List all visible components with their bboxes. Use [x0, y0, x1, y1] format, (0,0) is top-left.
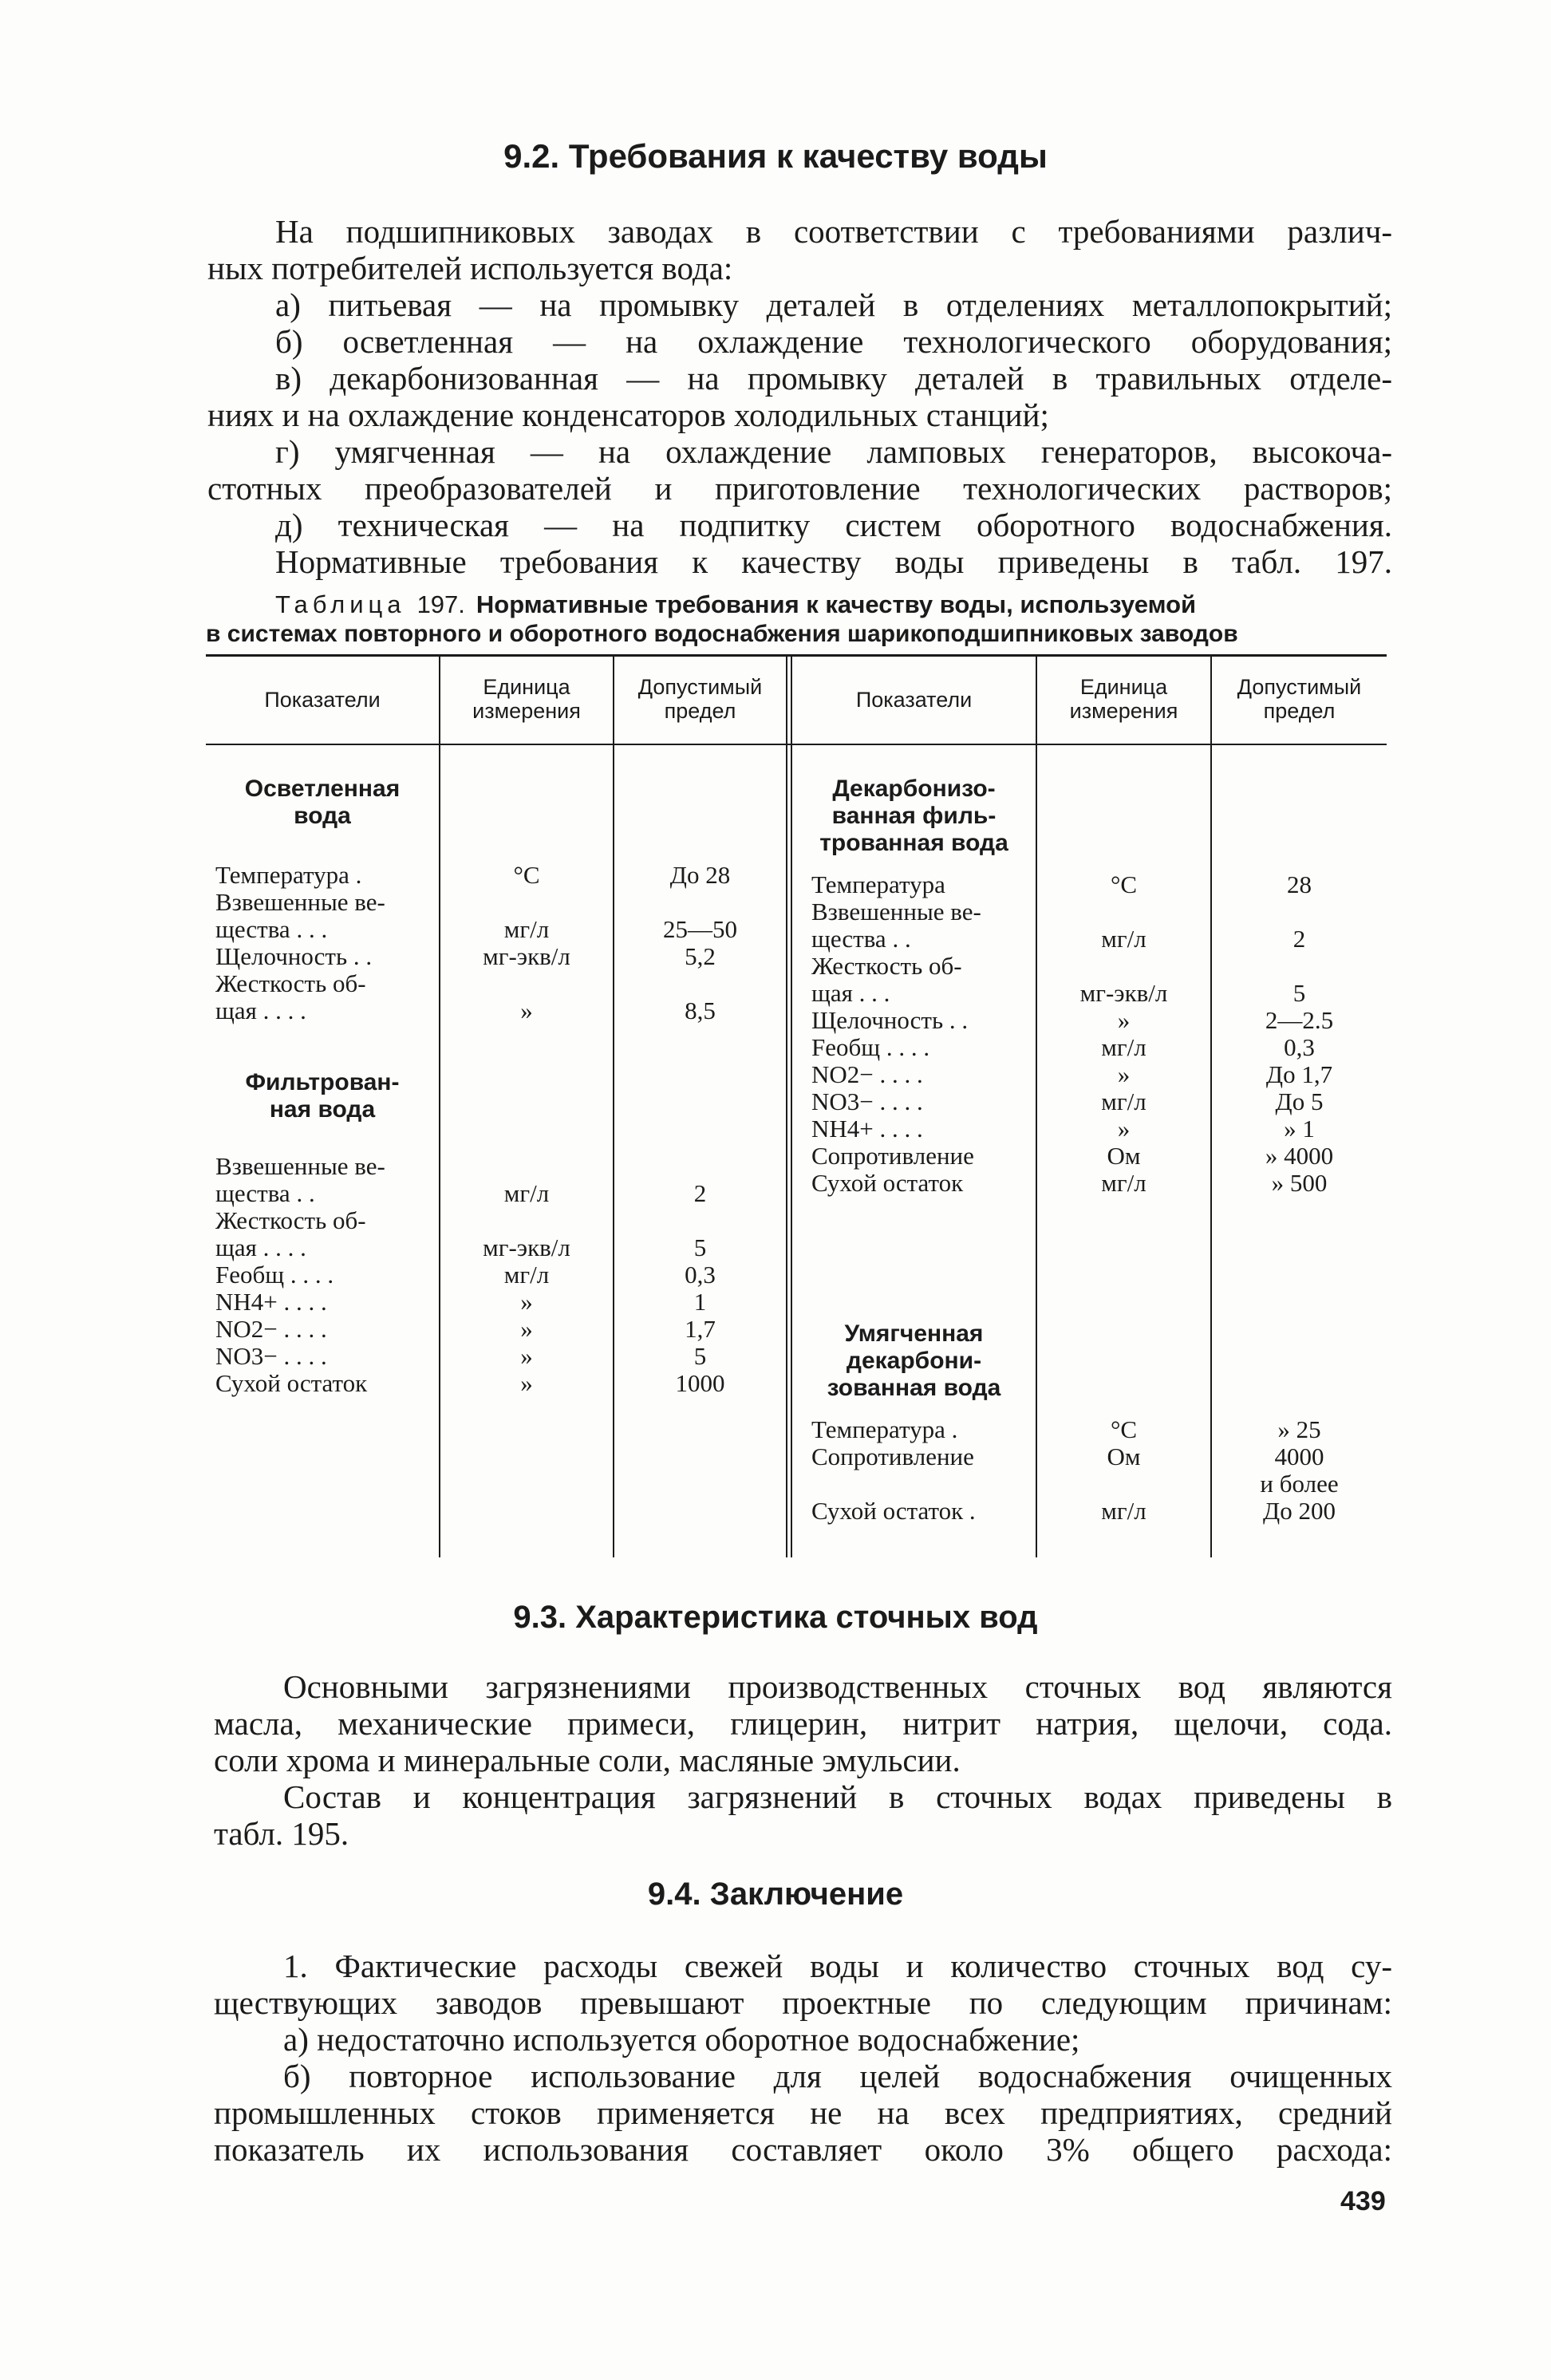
header-limit-l2: предел — [1263, 699, 1336, 723]
paragraph-line: соли хрома и минеральные соли, масляные эмульсии. — [214, 1742, 961, 1778]
paragraph-line: табл. 195. — [214, 1815, 349, 1852]
table-cell-value: 1000 — [675, 1369, 725, 1397]
header-unit — [440, 675, 613, 723]
table-cell-value: » 500 — [1271, 1169, 1328, 1197]
table-cell-name: Взвешенные ве- — [811, 898, 981, 926]
table-cell-name: щая . . . . — [215, 1233, 306, 1261]
table-cell-value: 25—50 — [663, 915, 737, 943]
group-heading-l2: декарбони- — [846, 1348, 982, 1374]
table-cell-value: и более — [1260, 1470, 1339, 1498]
table-cell-unit: » — [520, 1369, 533, 1397]
table-cell-value: 8,5 — [685, 997, 716, 1024]
header-unit-l1: Единица — [1079, 675, 1168, 699]
table-cell-unit: » — [1117, 1006, 1131, 1034]
group-heading — [206, 1069, 439, 1123]
paragraph-line: На подшипниковых заводах в соответствии с требованиями различ- — [275, 213, 1392, 250]
table-cell-name: Температура . — [811, 1415, 958, 1443]
table-cell-unit: мг-экв/л — [483, 1233, 570, 1261]
table-cell-name: NO3− . . . . — [215, 1342, 327, 1370]
table-cell-name: Сухой остаток — [215, 1369, 368, 1397]
table-cell-unit: °С — [1110, 870, 1138, 898]
table-cell-value: 5 — [1292, 979, 1306, 1007]
table-cell-name: Feобщ . . . . — [215, 1261, 334, 1289]
table-cell-name: Щелочность . . — [811, 1006, 969, 1034]
header-indicator: Показатели — [855, 688, 973, 712]
table-cell-value: » 4000 — [1265, 1142, 1334, 1170]
column-divider — [439, 656, 440, 1557]
header-limit — [614, 675, 786, 723]
table-cell-unit: » — [520, 1315, 533, 1343]
table-cell-name: щества . . . — [215, 915, 328, 943]
table-cell-value: » 1 — [1284, 1115, 1315, 1143]
paragraph-line: показатель их использования составляет около 3% общего расхода: — [214, 2131, 1392, 2168]
paragraph-line: Состав и концентрация загрязнений в сточных водах приведены в — [283, 1778, 1392, 1815]
table-cell-name: Температура — [811, 870, 945, 898]
table-cell-unit: » — [520, 997, 533, 1024]
table-cell-name: Feобщ . . . . — [811, 1033, 930, 1061]
group-heading-l1: Умягченная — [844, 1320, 984, 1347]
paragraph-line: а) питьевая — на промывку деталей в отделениях металлопокрытий; — [275, 286, 1392, 323]
paragraph-line: б) повторное использование для целей водоснабжения очищенных — [283, 2058, 1392, 2094]
group-heading-l2: ная вода — [269, 1096, 376, 1123]
table-cell-unit: мг/л — [1101, 1497, 1146, 1525]
header-limit — [1212, 675, 1387, 723]
table-cell-unit: мг/л — [503, 1261, 550, 1289]
table-cell-name: Взвешенные ве- — [215, 1152, 385, 1180]
table-caption-line2: в системах повторного и оборотного водоснабжения шарикоподшипниковых заводов — [206, 621, 1238, 647]
table-cell-name: Сухой остаток — [811, 1169, 964, 1197]
section-9-2-title: 9.2. Требования к качеству воды — [503, 137, 1048, 175]
paragraph-line: стотных преобразователей и приготовление технологических растворов; — [207, 470, 1392, 507]
paragraph-line: Основными загрязнениями производственных сточных вод являются — [283, 1668, 1392, 1705]
paragraph-line: промышленных стоков применяется не на всех предприятиях, средний — [214, 2094, 1392, 2131]
table-cell-name: NO2− . . . . — [811, 1060, 923, 1088]
paragraph-line: Нормативные требования к качеству воды приведены в табл. 197. — [275, 543, 1392, 580]
group-heading — [206, 776, 439, 830]
table-cell-unit: » — [520, 1288, 533, 1316]
table-cell-unit: мг/л — [503, 1179, 550, 1207]
table-cell-unit: мг/л — [503, 915, 550, 943]
group-heading-l1: Фильтрован- — [245, 1069, 400, 1095]
table-cell-value: 5 — [693, 1233, 707, 1261]
paragraph-line: 1. Фактические расходы свежей воды и количество сточных вод су- — [283, 1948, 1392, 1984]
table-cell-value: До 28 — [669, 861, 731, 889]
table-cell-unit: мг-экв/л — [1079, 979, 1168, 1007]
table-cell-value: 1,7 — [685, 1315, 716, 1343]
table-caption — [275, 590, 1392, 619]
paragraph-line: а) недостаточно используется оборотное водоснабжение; — [283, 2021, 1080, 2058]
header-unit — [1037, 675, 1210, 723]
table-cell-name: Щелочность . . — [215, 942, 373, 970]
group-heading — [792, 776, 1036, 857]
table-cell-name: Сопротивление — [811, 1443, 974, 1470]
table-cell-value: 4000 — [1274, 1443, 1324, 1470]
header-limit-l1: Допустимый — [1237, 675, 1362, 699]
table-cell-value: 28 — [1287, 870, 1312, 898]
table-cell-value: 0,3 — [685, 1261, 716, 1289]
table-cell-unit: » — [1117, 1060, 1131, 1088]
table-cell-value: 2—2.5 — [1265, 1006, 1334, 1034]
table-cell-value: До 1,7 — [1265, 1060, 1333, 1088]
paragraph-line: д) техническая — на подпитку систем оборотного водоснабжения. — [275, 507, 1392, 543]
paragraph-line: ных потребителей используется вода: — [207, 250, 733, 286]
paragraph-line: ществующих заводов превышают проектные по следующим причинам: — [214, 1984, 1392, 2021]
table-cell-unit: °С — [1110, 1415, 1138, 1443]
table-cell-value: 2 — [1292, 925, 1306, 953]
section-9-3-title: 9.3. Характеристика сточных вод — [513, 1600, 1038, 1635]
group-heading-l3: зованная вода — [827, 1375, 1001, 1401]
group-heading-l1: Декарбонизо- — [832, 776, 996, 802]
paragraph-line: в) декарбонизованная — на промывку деталей в травильных отделе- — [275, 360, 1392, 397]
group-heading-l2: вода — [294, 803, 351, 829]
table-cell-name: Сухой остаток . — [811, 1497, 976, 1525]
caption-text: Нормативные требования к качеству воды, используемой — [476, 590, 1197, 618]
table-cell-value: 0,3 — [1284, 1033, 1315, 1061]
caption-number: 197. — [416, 590, 465, 618]
table-cell-name: щая . . . — [811, 979, 890, 1007]
table-cell-name: NH4+ . . . . — [215, 1288, 327, 1316]
paragraph-line: г) умягченная — на охлаждение ламповых генераторов, высокоча- — [275, 433, 1392, 470]
group-heading — [792, 1320, 1036, 1402]
table-cell-unit: » — [520, 1342, 533, 1370]
header-unit-l2: измерения — [1069, 699, 1178, 723]
table-cell-unit: » — [1117, 1115, 1131, 1143]
table-cell-unit: Ом — [1107, 1443, 1141, 1470]
header-indicator: Показатели — [264, 688, 381, 712]
group-heading-l1: Осветленная — [244, 776, 401, 802]
table-cell-name: Жесткость об- — [215, 969, 366, 997]
table-header-rule — [206, 744, 1387, 745]
table-cell-name: Температура . — [215, 861, 362, 889]
table-cell-unit: °С — [513, 861, 540, 889]
table-cell-name: щества . . — [811, 925, 911, 953]
table-cell-value: 2 — [693, 1179, 707, 1207]
caption-label: Таблица — [275, 590, 406, 618]
group-heading-l3: трованная вода — [819, 830, 1008, 856]
table-cell-name: Жесткость об- — [215, 1206, 366, 1234]
table-cell-value: До 5 — [1275, 1087, 1324, 1115]
table-cell-value: До 200 — [1263, 1497, 1336, 1525]
header-limit-l2: предел — [664, 699, 736, 723]
header-limit-l1: Допустимый — [637, 675, 763, 699]
table-cell-name: щая . . . . — [215, 997, 306, 1024]
paragraph-line: б) осветленная — на охлаждение технологического оборудования; — [275, 323, 1392, 360]
header-unit-l2: измерения — [472, 699, 581, 723]
table-cell-name: Сопротивление — [811, 1142, 974, 1170]
header-unit-l1: Единица — [483, 675, 570, 699]
column-divider — [613, 656, 614, 1557]
table-cell-unit: мг/л — [1101, 925, 1146, 953]
table-cell-unit: мг/л — [1101, 1033, 1146, 1061]
paragraph-line: ниях и на охлаждение конденсаторов холодильных станций; — [207, 397, 1049, 433]
table-cell-name: Взвешенные ве- — [215, 888, 385, 916]
table-cell-name: Жесткость об- — [811, 952, 962, 980]
group-heading-l2: ванная филь- — [831, 803, 997, 829]
column-divider — [786, 656, 787, 1557]
page-number: 439 — [1340, 2186, 1386, 2216]
table-cell-name: щества . . — [215, 1179, 315, 1207]
table-cell-value: » 25 — [1277, 1415, 1321, 1443]
table-cell-name: NO2− . . . . — [215, 1315, 327, 1343]
table-cell-unit: мг/л — [1101, 1169, 1146, 1197]
table-cell-unit: мг-экв/л — [483, 942, 570, 970]
table-cell-name: NO3− . . . . — [811, 1087, 923, 1115]
table-cell-value: 1 — [693, 1288, 707, 1316]
table-cell-unit: мг/л — [1101, 1087, 1146, 1115]
paragraph-line: масла, механические примеси, глицерин, нитрит натрия, щелочи, сода. — [214, 1705, 1392, 1742]
table-cell-name: NH4+ . . . . — [811, 1115, 923, 1143]
table-cell-value: 5,2 — [685, 942, 716, 970]
table-top-rule — [206, 654, 1387, 657]
table-cell-value: 5 — [693, 1342, 707, 1370]
table-cell-unit: Ом — [1107, 1142, 1141, 1170]
section-9-4-title: 9.4. Заключение — [647, 1877, 904, 1912]
